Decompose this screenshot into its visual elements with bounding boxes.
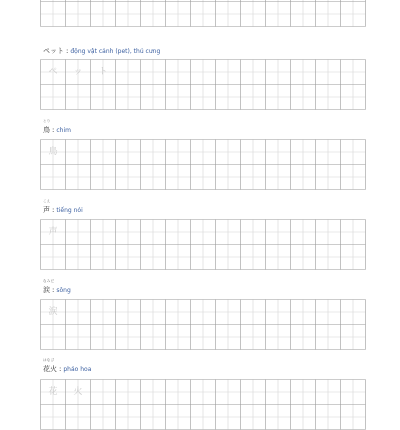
grid-lines [40,139,366,190]
entry-word [43,46,160,56]
entry-word [43,285,71,295]
word-text: 花火 [43,365,57,373]
separator: : [52,126,55,134]
separator: : [52,286,55,294]
ghost-character: 声 [48,227,58,237]
ghost-character: 火 [73,387,83,397]
ghost-character: 花 [48,387,58,397]
furigana: とり [43,119,51,123]
ghost-character: ト [98,67,108,77]
word-meaning: sông [56,287,71,294]
furigana: こえ [43,199,51,203]
entry-heading [40,119,366,137]
word-text: 鳥 [43,126,50,134]
separator: : [59,365,62,373]
entry-heading [40,358,366,376]
separator: : [66,47,69,55]
entry-heading [40,279,366,297]
grid-lines [40,219,366,270]
furigana: なみだ [43,279,55,283]
word-text: 声 [43,206,50,214]
writing-grid [40,299,366,350]
ghost-character: 鳥 [48,147,58,157]
grid-lines [40,0,366,27]
word-meaning: động vật cảnh (pet), thú cưng [70,48,161,55]
ghost-character: 涙 [48,307,58,317]
writing-grid [40,219,366,270]
word-text: 涙 [43,286,50,294]
entry-heading [40,40,366,58]
entry-word [43,364,91,374]
grid-lines [40,299,366,350]
writing-grid [40,0,366,27]
separator: : [52,206,55,214]
word-text: ペット [43,47,64,55]
entry-word [43,125,71,135]
writing-grid [40,59,366,110]
entry-word [43,205,83,215]
writing-grid [40,379,366,430]
furigana: はなび [43,358,55,362]
word-meaning: chim [56,127,71,134]
ghost-character: ペ [48,67,58,77]
writing-grid [40,139,366,190]
entry-heading [40,199,366,217]
ghost-character: ッ [73,67,83,77]
word-meaning: tiếng nói [56,207,83,214]
word-meaning: pháo hoa [63,366,92,373]
